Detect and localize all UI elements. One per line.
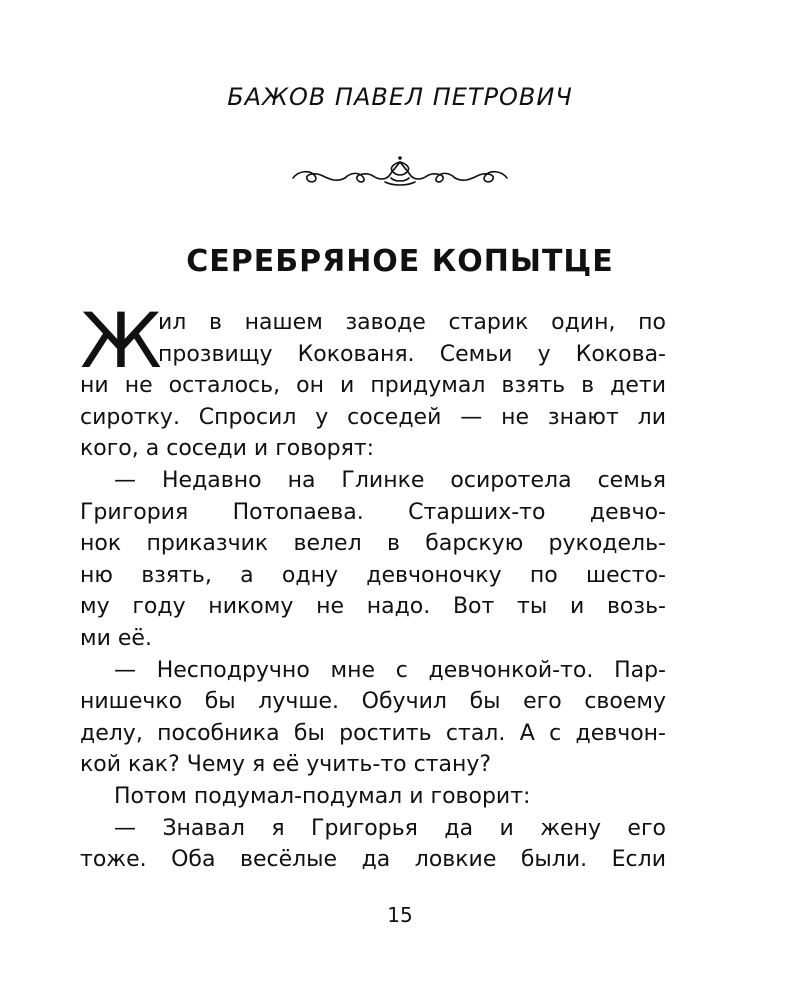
running-header-author: БАЖОВ ПАВЕЛ ПЕТРОВИЧ xyxy=(227,83,573,111)
text-line: ни не осталось, он и придумал взять в дети xyxy=(80,373,666,399)
text-line: му году никому не надо. Вот ты и возь- xyxy=(80,594,666,620)
text-line: прозвищу Кокованя. Семьи у Кокова- xyxy=(158,341,666,367)
text-line: ню взять, а одну девчоночку по шесто- xyxy=(80,562,666,588)
text-line: — Недавно на Глинке осиротела семья xyxy=(114,467,666,493)
text-line: ил в нашем заводе старик один, по xyxy=(158,310,666,335)
text-line: тоже. Оба весёлые да ловкие были. Если xyxy=(80,847,666,873)
text-line: сиротку. Спросил у соседей — не знают ли xyxy=(80,404,666,430)
text-line: — Несподручно мне с девчонкой-то. Пар- xyxy=(114,657,666,683)
text-line: кой как? Чему я её учить-то стану? xyxy=(80,752,492,778)
chapter-title: СЕРЕБРЯНОЕ КОПЫТЦЕ xyxy=(186,244,614,279)
text-line: — Знавал я Григорья да и жену его xyxy=(114,815,666,841)
drop-cap: Ж xyxy=(80,296,162,385)
text-line: нок приказчик велел в барскую рукодель- xyxy=(80,531,666,557)
page-number: 15 xyxy=(387,903,413,927)
text-line: Григория Потопаева. Старших-то девчо- xyxy=(80,499,666,525)
body-text xyxy=(80,296,666,876)
text-line: Потом подумал-подумал и говорит: xyxy=(114,783,531,809)
text-line: нишечко бы лучше. Обучил бы его своему xyxy=(80,689,666,715)
text-line: делу, пособника бы ростить стал. А с девчон- xyxy=(80,720,666,746)
text-line: ми её. xyxy=(80,625,152,651)
text-line: кого, а соседи и говорят: xyxy=(80,436,375,462)
flourish-divider-icon xyxy=(285,152,515,192)
